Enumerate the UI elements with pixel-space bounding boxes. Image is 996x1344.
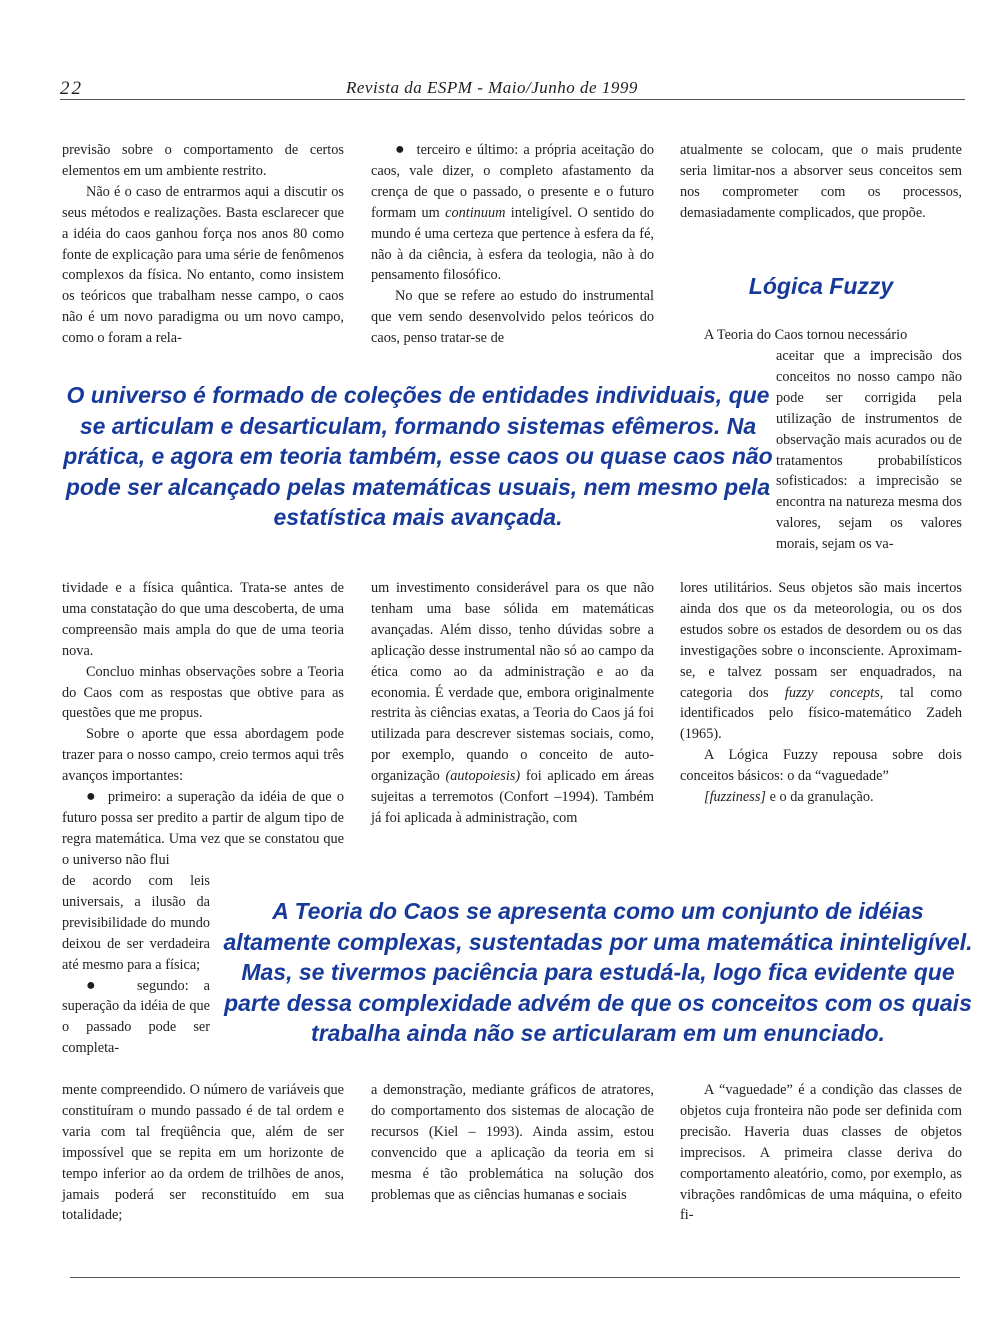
column-1-bottom (62, 1080, 344, 1226)
paragraph (680, 745, 962, 787)
paragraph: atualmente se colocam, que o mais prudente seria limitar-nos a absorver seus conceitos sem nos comprometer com os processos, demasiadamente complicados, que propõe. (680, 142, 962, 221)
text: e o da granulação. (769, 789, 874, 806)
bullet-icon: ● (86, 976, 108, 994)
column-3-top (680, 140, 962, 224)
page-number: 22 (60, 78, 83, 99)
bullet-text: inteligível. O sentido do mundo é uma certeza que pertence à esfera da fé, não à da ciência, à esfera da teologia, não à do pensamento filosófico. (371, 204, 655, 284)
italic-term: [fuzziness] (704, 789, 766, 806)
bullet-text: primeiro: a superação da idéia de que o futuro possa ser predito a partir de algum tipo de regra matemática. Uma vez que se constatou que o universo não flui (62, 789, 344, 868)
text: A Lógica Fuzzy repousa sobre dois conceitos básicos: o da “vaguedade” (680, 747, 962, 785)
pull-quote: A Teoria do Caos se apresenta como um conjunto de idéias altamente complexas, sustentadas por uma matemática ininteligível. Mas, se tivermos paciência para estudá-la, logo fica evidente que parte dessa complexidade advém de que os conceitos com os quais trabalha ainda não se articularam em um enunciado. (223, 898, 973, 1046)
paragraph: Sobre o aporte que essa abordagem pode trazer para o nosso campo, creio termos aqui três avanços importantes: (62, 726, 344, 785)
text: lores utilitários. Seus objetos são mais incertos ainda dos que os da meteorologia, ou os dos estudos sobre os estados de desordem ou os das investigações sobre o inconsciente. Aproximam-se, e talvez possam ser enquadrados, na categoria dos (680, 580, 962, 701)
bullet-item (62, 976, 210, 1060)
column-3-middle (680, 578, 962, 808)
bullet-item (371, 140, 654, 286)
fuzzy-intro-wrapped (776, 346, 962, 555)
paragraph-line (680, 787, 962, 808)
paragraph: tividade e a física quântica. Trata-se antes de uma constatação do que uma descoberta, de uma compreensão mais ampla do que de uma teoria nova. (62, 580, 344, 659)
column-1-middle (62, 578, 344, 871)
fuzzy-intro-first-line (680, 325, 962, 346)
column-2-bottom (371, 1080, 654, 1205)
paragraph: Concluo minhas observações sobre a Teoria do Caos com as respostas que obtive para as questões que me propus. (62, 663, 344, 722)
column-1-top (62, 140, 344, 349)
paragraph: A “vaguedade” é a condição das classes de objetos cuja fronteira não pode ser definida com precisão. Haveria duas classes de objetos imprecisos. A primeira classe deriva do comportamento aleatório, como, por exemplo, as vibrações randômicas de uma máquina, o efeito fi- (680, 1082, 962, 1224)
running-title: Revista da ESPM - Maio/Junho de 1999 (346, 78, 638, 97)
column-2-top (371, 140, 654, 349)
paragraph: a demonstração, mediante gráficos de atratores, do comportamento dos sistemas de alocação de recursos (Kiel – 1993). Ainda assim, estou convencido que a aplicação da teoria em si mesma é tão problemática na solução dos problemas que as ciências humanas e sociais (371, 1082, 654, 1203)
italic-term: continuum (445, 204, 506, 221)
text: , tal como identificados pelo físico-matemático Zadeh (1965). (680, 684, 963, 743)
column-3-bottom (680, 1080, 962, 1226)
paragraph: aceitar que a imprecisão dos conceitos no nosso campo não pode ser corrigida pela utilização de instrumentos de observação mais acurados ou de tratamentos probabilísticos sofisticados: a imprecisão se encontra na natureza mesma dos valores, sejam os valores morais, sejam os va- (776, 348, 962, 553)
header-rule (60, 99, 965, 100)
column-2-middle (371, 578, 654, 829)
paragraph: Não é o caso de entrarmos aqui a discutir os seus métodos e realizações. Basta esclarecer que a idéia do caos ganhou força nos anos 80 como fonte de explicação para uma série de fenômenos complexos da física. No entanto, como insistem os teóricos que trabalham nesse campo, o caos não é um novo paradigma ou um novo campo, como o foram a rela- (62, 183, 344, 347)
italic-term: fuzzy concepts (784, 684, 880, 701)
text: foi aplicado em áreas sujeitas a terremotos (Confort –1994). Também já foi aplicada à administração, com (371, 768, 655, 826)
paragraph: No que se refere ao estudo do instrumental que vem sendo desenvolvido pelos teóricos do caos, penso tratar-se de (371, 288, 654, 347)
footer-rule (70, 1277, 960, 1278)
paragraph (680, 578, 962, 745)
bullet-text: terceiro e último: a própria aceitação do caos, vale dizer, o completo afastamento da crença de que o passado, o presente e o futuro formam um (371, 142, 655, 221)
bullet-icon: ● (395, 141, 407, 158)
paragraph: mente compreendido. O número de variáveis que constituíram o mundo passado é de tal ordem e varia com tal freqüência que, além de ser impossível que se repita em um horizonte de tempo inferior ao da ordem de trilhões de anos, jamais poderá ser reconstituído em sua totalidade; (62, 1082, 344, 1224)
text: um investimento considerável para os que não tenham uma base sólida em matemáticas avançadas. Além disso, tenho dúvidas sobre a aplicação desse instrumental não só ao campo da ética como ao da administração e ao da economia. É verdade que, embora originalmente restrita às ciências exatas, a Teoria do Caos já foi utilizada para descrever sistemas sociais, como, por exemplo, quando o conceito de auto-organização (371, 580, 654, 785)
paragraph (371, 578, 654, 829)
pull-quote: O universo é formado de coleções de entidades individuais, que se articulam e desarticulam, formando sistemas efêmeros. Na prática, e agora em teoria também, esse caos ou quase caos não pode ser alcançado pelas matemáticas usuais, nem mesmo pela estatística mais avançada. (63, 382, 773, 530)
italic-term: (autopoiesis) (445, 768, 521, 785)
bullet-item (62, 787, 344, 871)
paragraph-line: A Teoria do Caos tornou necessário (704, 327, 908, 343)
bullet-icon: ● (86, 788, 98, 806)
paragraph: previsão sobre o comportamento de certos elementos em um ambiente restrito. (62, 142, 344, 179)
column-1-narrow (62, 871, 210, 1059)
bullet-text: segundo: a superação da idéia de que o passado pode ser completa- (62, 977, 210, 1057)
bullet-continuation: de acordo com leis universais, a ilusão da previsibilidade do mundo deixou de ser verdadeira até mesmo para a física; (62, 873, 210, 973)
section-heading: Lógica Fuzzy (748, 273, 894, 299)
